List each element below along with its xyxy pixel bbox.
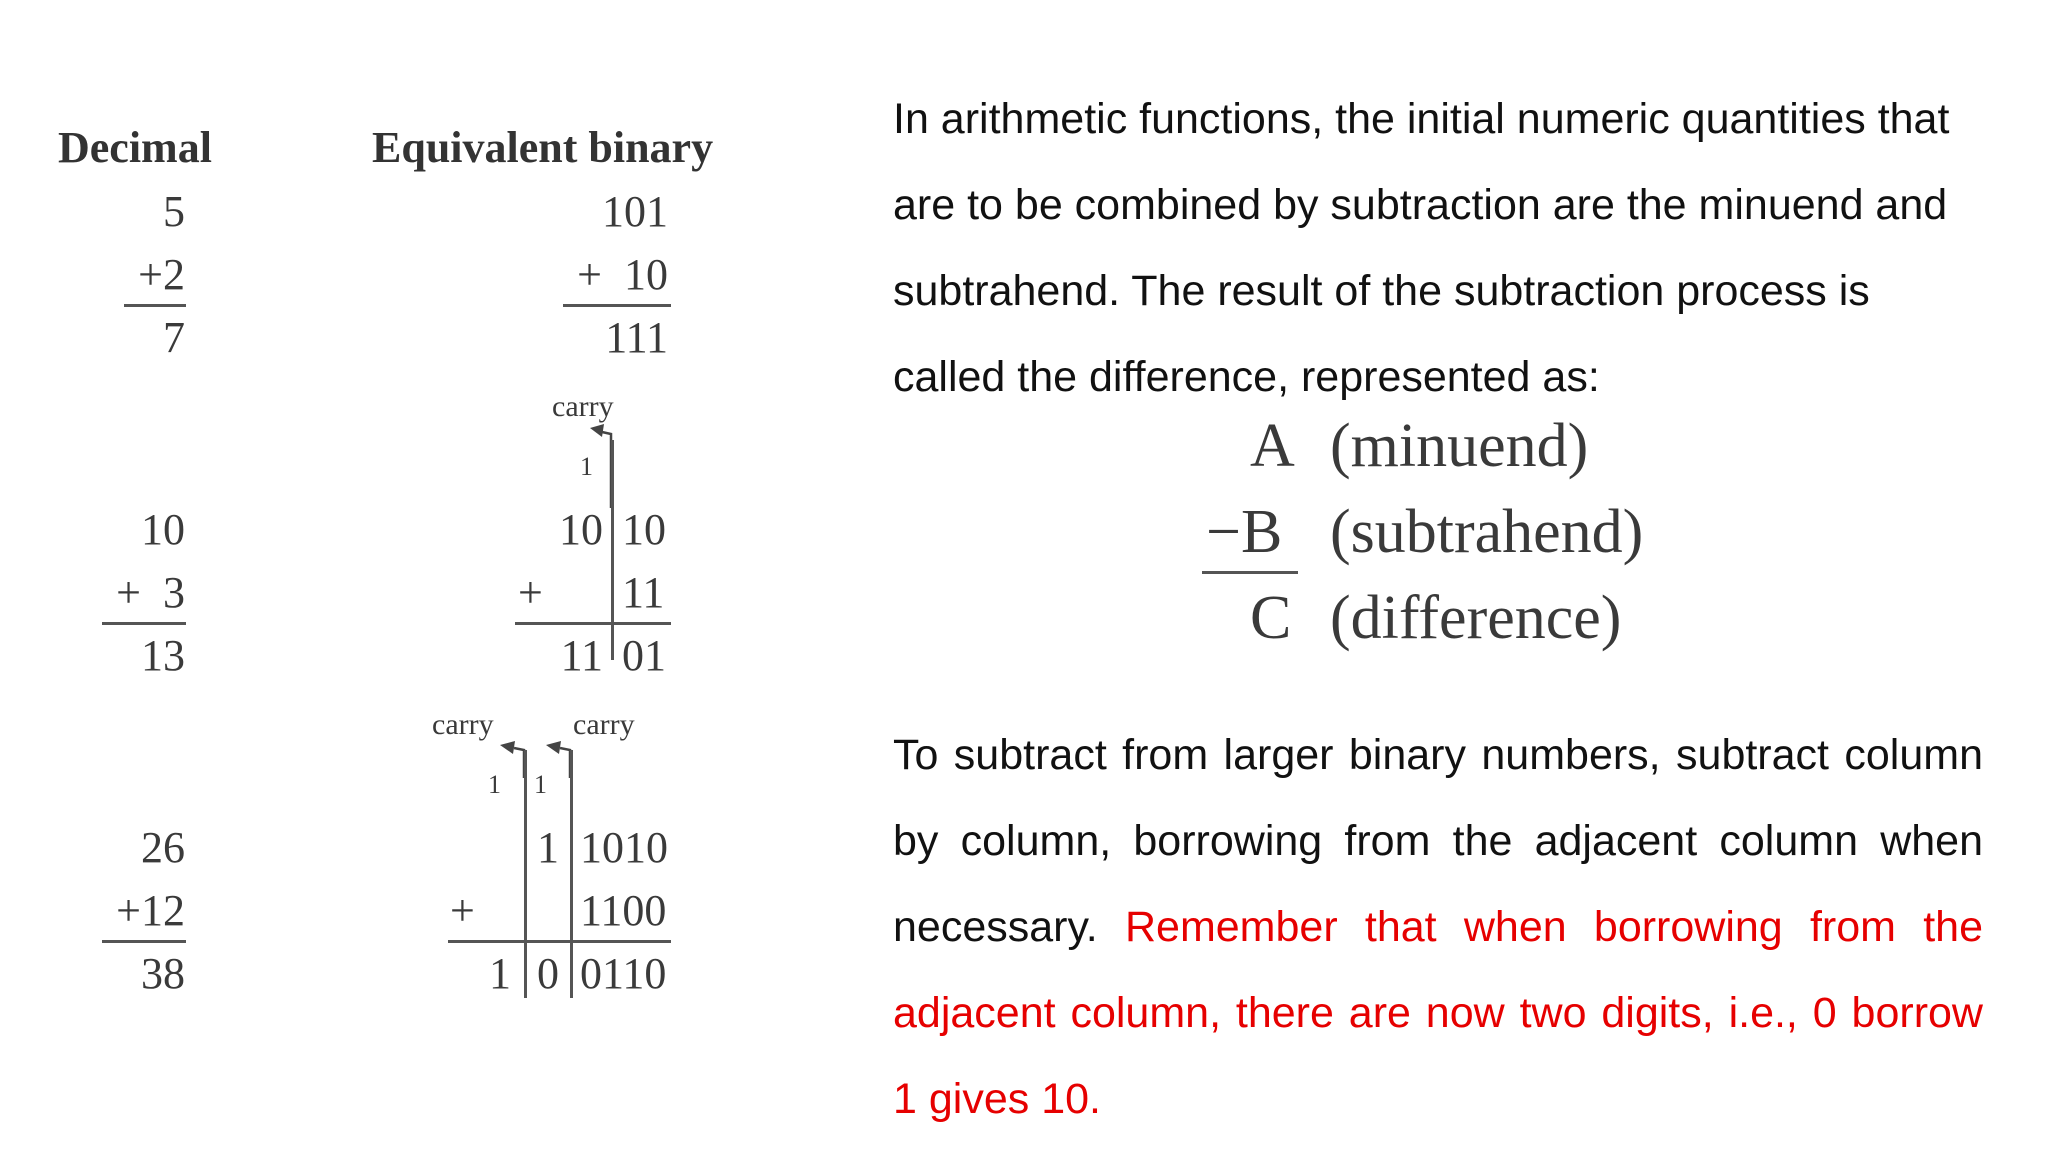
- ex3-column-divider-1: [524, 750, 527, 998]
- ex2-column-divider: [611, 440, 614, 660]
- decimal-header: Decimal: [58, 123, 212, 172]
- formula-difference-symbol: C: [1250, 584, 1292, 652]
- ex3-decimal-sum-line: [102, 940, 186, 943]
- ex2-binary-result-right: 01: [622, 631, 666, 680]
- formula-subtrahend-symbol: −B: [1206, 498, 1283, 566]
- ex3-carry-digit-1: 1: [488, 770, 501, 799]
- ex2-decimal-sum-line: [102, 622, 186, 625]
- intro-paragraph: In arithmetic functions, the initial numeric quantities that are to be combined by subtraction are the minuend and subtrahend. The result of the subtraction process is called the difference, represented as:: [893, 95, 1950, 401]
- ex3-carry-digit-2: 1: [534, 770, 547, 799]
- ex2-binary-plus-sign: +: [518, 568, 543, 617]
- borrowing-reminder-text: Remember that when borrowing from the adjacent column, there are now two digits, i.e., 0 borrow 1 gives 10.: [893, 903, 1983, 1123]
- ex2-binary-sum-line: [515, 622, 671, 625]
- ex1-decimal-operand-1: 5: [163, 187, 185, 236]
- ex2-decimal-operand-2: + 3: [116, 568, 185, 617]
- equivalent-binary-header: Equivalent binary: [372, 123, 714, 172]
- ex3-binary-result-mid: 0: [537, 949, 559, 998]
- formula-minuend-symbol: A: [1250, 412, 1295, 480]
- ex2-binary-result-left: 11: [560, 631, 603, 680]
- ex2-carry-label: carry: [552, 390, 614, 423]
- ex2-decimal-result: 13: [141, 631, 185, 680]
- ex3-binary-operand-1-right: 1010: [580, 823, 668, 872]
- formula-result-line: [1202, 571, 1298, 574]
- formula-subtrahend-label: (subtrahend): [1330, 498, 1644, 566]
- ex1-decimal-result: 7: [163, 313, 185, 362]
- ex3-carry-label-2: carry: [573, 708, 635, 741]
- ex3-binary-result-left: 1: [489, 949, 511, 998]
- ex1-binary-operand-2: + 10: [577, 250, 668, 299]
- subtraction-formula: [1190, 405, 1710, 665]
- ex3-binary-operand-1-mid: 1: [537, 823, 559, 872]
- ex1-decimal-operand-2: +2: [138, 250, 185, 299]
- ex3-column-divider-2: [570, 750, 573, 998]
- ex3-carry-label-1: carry: [432, 708, 494, 741]
- borrowing-paragraph: [893, 712, 1983, 1142]
- ex3-binary-result-right: 0110: [580, 949, 667, 998]
- formula-minuend-label: (minuend): [1330, 412, 1589, 480]
- ex3-decimal-operand-1: 26: [141, 823, 185, 872]
- ex2-decimal-operand-1: 10: [141, 505, 185, 554]
- ex3-binary-operand-2-right: 1100: [580, 886, 667, 935]
- ex2-binary-operand-2-right: 11: [622, 568, 665, 617]
- binary-addition-figure: [0, 0, 860, 1152]
- ex1-binary-operand-1: 101: [602, 187, 668, 236]
- ex1-binary-sum-line: [563, 304, 671, 307]
- ex2-carry-digit: 1: [580, 452, 593, 481]
- ex2-binary-operand-1-right: 10: [622, 505, 666, 554]
- ex3-decimal-result: 38: [141, 949, 185, 998]
- ex3-decimal-operand-2: +12: [116, 886, 185, 935]
- ex3-binary-plus-sign: +: [450, 886, 475, 935]
- borrowing-instruction-text: To subtract from larger binary numbers, subtract column by column, borrowing from the adjacent column when necessary.: [893, 731, 1983, 951]
- ex3-binary-sum-line: [448, 940, 671, 943]
- ex2-binary-operand-1-left: 10: [559, 505, 603, 554]
- formula-difference-label: (difference): [1330, 584, 1622, 652]
- ex1-decimal-sum-line: [124, 304, 186, 307]
- ex1-binary-result: 111: [605, 313, 668, 362]
